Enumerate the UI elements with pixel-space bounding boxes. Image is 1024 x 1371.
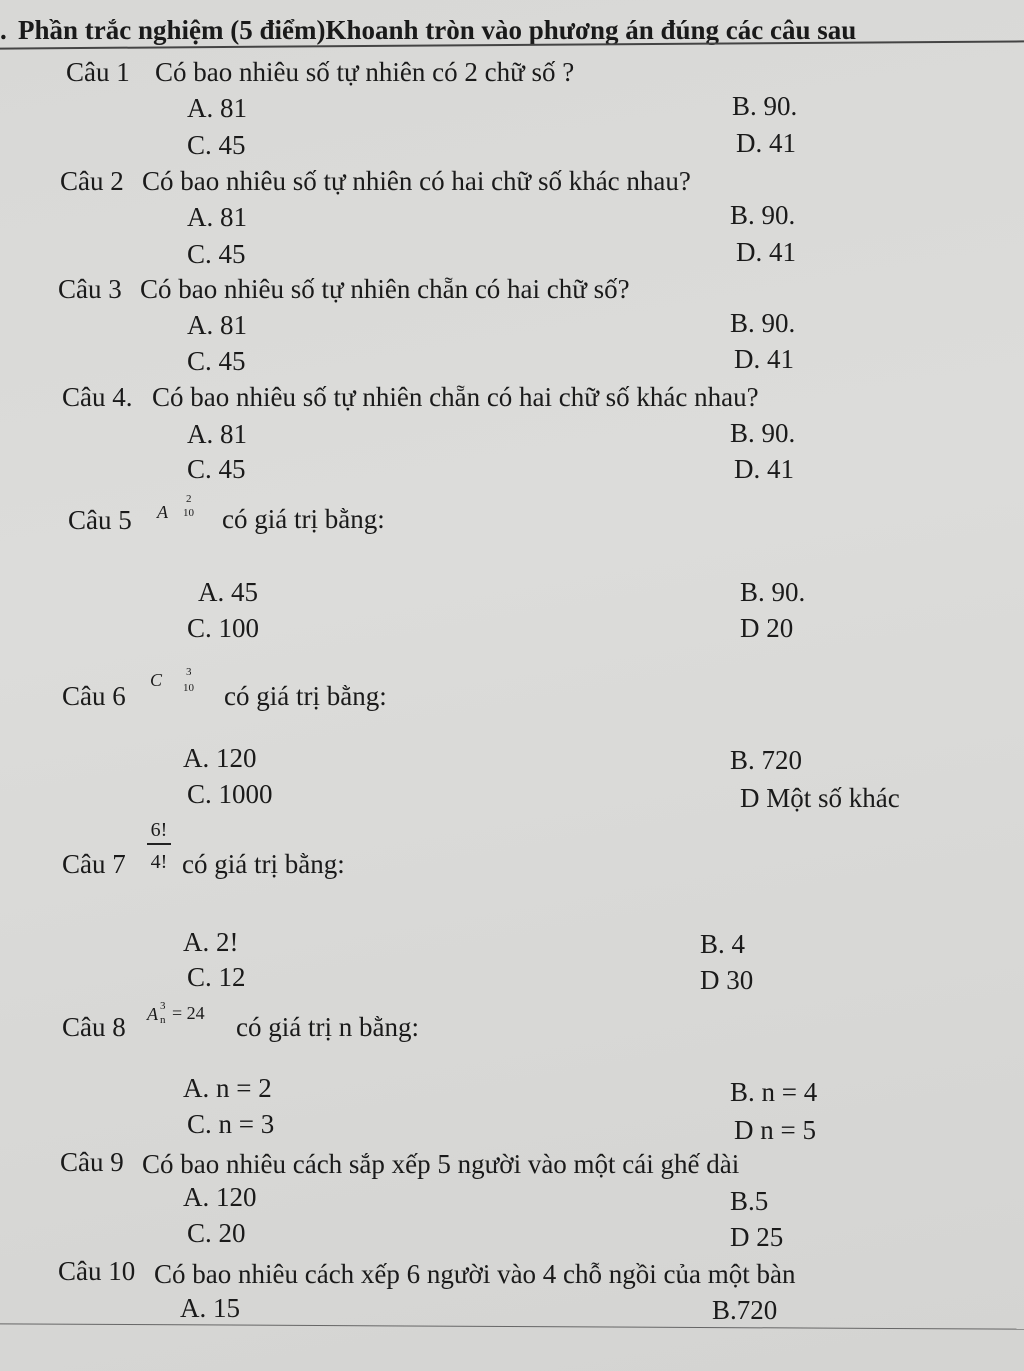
option-c[interactable]: C. 100 [187,613,260,643]
question-text: Có bao nhiêu số tự nhiên có hai chữ số khác nhau? [142,166,691,196]
option-c[interactable]: C. 45 [187,130,246,160]
question-label: Câu 1 [66,57,130,87]
footer-rule [0,1323,1024,1329]
fraction-bar [147,843,171,845]
option-a[interactable]: A. 120 [183,1182,257,1212]
option-d[interactable]: D. 41 [736,128,796,158]
header-prefix: . [0,15,7,45]
question-text: có giá trị bằng: [224,681,387,711]
option-d[interactable]: D. 41 [736,237,796,267]
question-label: Câu 8 [62,1012,126,1042]
option-b[interactable]: B. 720 [730,745,803,775]
option-b[interactable]: B.720 [712,1295,778,1325]
math-symbol: C [150,670,163,690]
math-equation: = 24 [172,1003,205,1023]
option-d[interactable]: D Một số khác [740,783,900,813]
fraction-numerator: 6! [150,819,168,841]
option-d[interactable]: D n = 5 [734,1115,816,1145]
option-a[interactable]: A. n = 2 [183,1073,272,1103]
math-subscript: 10 [183,507,194,519]
question-label: Câu 6 [62,681,126,711]
section-header: Phần trắc nghiệm (5 điểm)Khoanh tròn vào phương án đúng các câu sau [18,15,857,45]
option-c[interactable]: C. 20 [187,1218,246,1248]
option-b[interactable]: B. 4 [700,929,746,959]
question-label: Câu 9 [60,1147,124,1177]
question-label: Câu 3 [58,274,122,304]
option-d[interactable]: D 20 [740,613,794,643]
option-d[interactable]: D 25 [730,1222,784,1252]
question-text: Có bao nhiêu số tự nhiên chẵn có hai chữ số? [140,274,630,304]
option-b[interactable]: B. n = 4 [730,1077,818,1107]
option-b[interactable]: B.5 [730,1186,769,1216]
option-d[interactable]: D 30 [700,965,754,995]
question-label: Câu 4. [62,382,133,412]
math-subscript: 10 [183,682,194,694]
option-d[interactable]: D. 41 [734,344,794,374]
math-superscript: 3 [160,1000,166,1012]
question-text: có giá trị n bằng: [236,1012,419,1042]
option-b[interactable]: B. 90. [730,418,796,448]
option-a[interactable]: A. 15 [180,1293,240,1323]
option-a[interactable]: A. 81 [187,310,247,340]
option-a[interactable]: A. 45 [198,577,258,607]
question-text: Có bao nhiêu cách sắp xếp 5 người vào một cái ghế dài [142,1149,740,1179]
option-a[interactable]: A. 2! [183,927,239,957]
question-text: Có bao nhiêu cách xếp 6 người vào 4 chỗ ngồi của một bàn [154,1259,796,1289]
math-symbol: A [147,1004,158,1024]
question-label: Câu 5 [68,505,132,535]
question-label: Câu 2 [60,166,124,196]
fraction-denominator: 4! [150,851,168,873]
option-a[interactable]: A. 81 [187,93,247,123]
math-superscript: 3 [186,666,192,678]
option-c[interactable]: C. n = 3 [187,1109,275,1139]
math-symbol: A [157,502,168,522]
option-d[interactable]: D. 41 [734,454,794,484]
question-label: Câu 7 [62,849,126,879]
option-b[interactable]: B. 90. [730,200,796,230]
question-text: Có bao nhiêu số tự nhiên chẵn có hai chữ số khác nhau? [152,382,759,412]
question-text: có giá trị bằng: [182,849,345,879]
option-a[interactable]: A. 120 [183,743,257,773]
option-b[interactable]: B. 90. [740,577,806,607]
option-b[interactable]: B. 90. [732,91,798,121]
question-text: có giá trị bằng: [222,504,385,534]
option-c[interactable]: C. 45 [187,239,246,269]
option-c[interactable]: C. 12 [187,962,246,992]
question-label: Câu 10 [58,1256,136,1286]
option-c[interactable]: C. 1000 [187,779,273,809]
math-subscript: n [160,1014,166,1026]
math-superscript: 2 [186,493,192,505]
option-c[interactable]: C. 45 [187,454,246,484]
option-a[interactable]: A. 81 [187,419,247,449]
option-a[interactable]: A. 81 [187,202,247,232]
option-c[interactable]: C. 45 [187,346,246,376]
question-text: Có bao nhiêu số tự nhiên có 2 chữ số ? [155,57,575,87]
option-b[interactable]: B. 90. [730,308,796,338]
